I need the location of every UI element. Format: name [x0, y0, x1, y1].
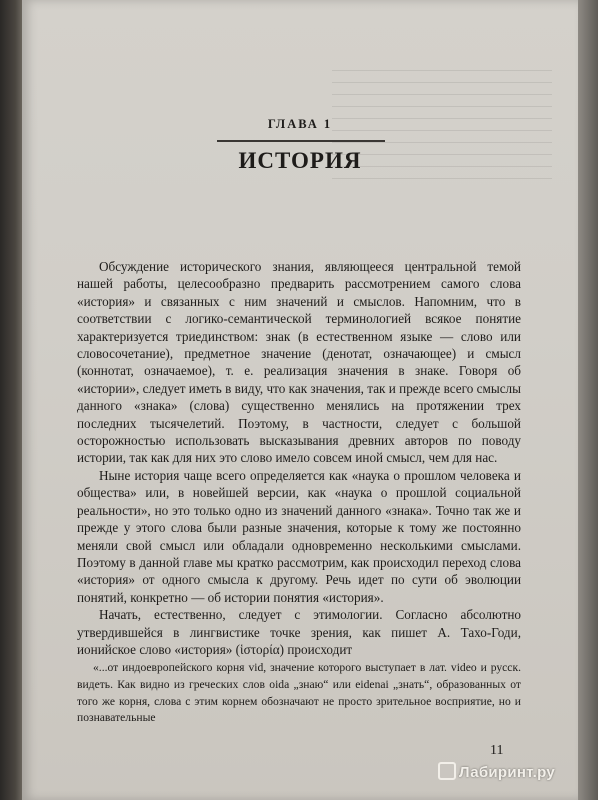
watermark-logo [438, 762, 555, 781]
body-text [77, 258, 521, 727]
paragraph-1: Обсуждение исторического знания, являющееся центральной темой нашей работы, целесообразно предварить рассмотрением самого слова «история» и связанных с ним значений и смыслов. Напомним, что в соответствии с логико-семантической терминологией всякое понятие характеризуется триединством: знак (в естественном языке — слово или словосочетание), предметное значение (денотат, означающее) и смысл (коннотат, означаемое), т. е. реализация значения в знаке. Говоря об «истории», следует иметь в виду, что как значения, так и прежде всего смыслы данного «знака» (слова) существенно менялись на протяжении трех последних тысячелетий. Поэтому, в частности, следует с большой осторожностью использовать высказывания древних авторов по поводу истории, так как для них это слово имело совсем иной смысл, чем для нас. [77, 259, 521, 466]
chapter-title: ИСТОРИЯ [238, 148, 362, 173]
table-background [578, 0, 598, 800]
book-spine-shadow [0, 0, 22, 800]
chapter-rule [217, 140, 385, 142]
labyrinth-logo-icon [438, 762, 456, 780]
paragraph-3: Начать, естественно, следует с этимологии. Согласно абсолютно утвердившейся в лингвистике точке зрения, как пишет А. Тахо-Годи, ионийское слово «история» (ἱστορία) происходит [77, 607, 521, 657]
book-page [22, 0, 578, 800]
paragraph-2: Ныне история чаще всего определяется как «наука о прошлом человека и общества» или, в новейшей версии, как «наука о прошлой социальной реальности», но это только одно из значений данного «знака». Точно так же и прежде у этого слова были разные значения, которые к тому же постоянно меняли свой смысл или обладали одновременно несколькими смыслами. Поэтому в данной главе мы кратко рассмотрим, как происходил переход слова «история» от одного смысла к другому. Речь идет по сути об эволюции понятий, конкретно — об истории понятия «история». [77, 467, 521, 605]
watermark-text: Лабиринт.ру [459, 764, 555, 781]
page-number: 11 [490, 743, 504, 758]
block-quote: «...от индоевропейского корня vid, значение которого выступает в лат. video и русск. видеть. Как видно из греческих слов oida „знаю“ или eidenai „знать“, образованных от того же корня, слова с этим корнем обозначают не просто зрительное восприятие, но и познавательные [77, 661, 521, 725]
chapter-heading: ГЛАВА 1 [267, 117, 333, 131]
